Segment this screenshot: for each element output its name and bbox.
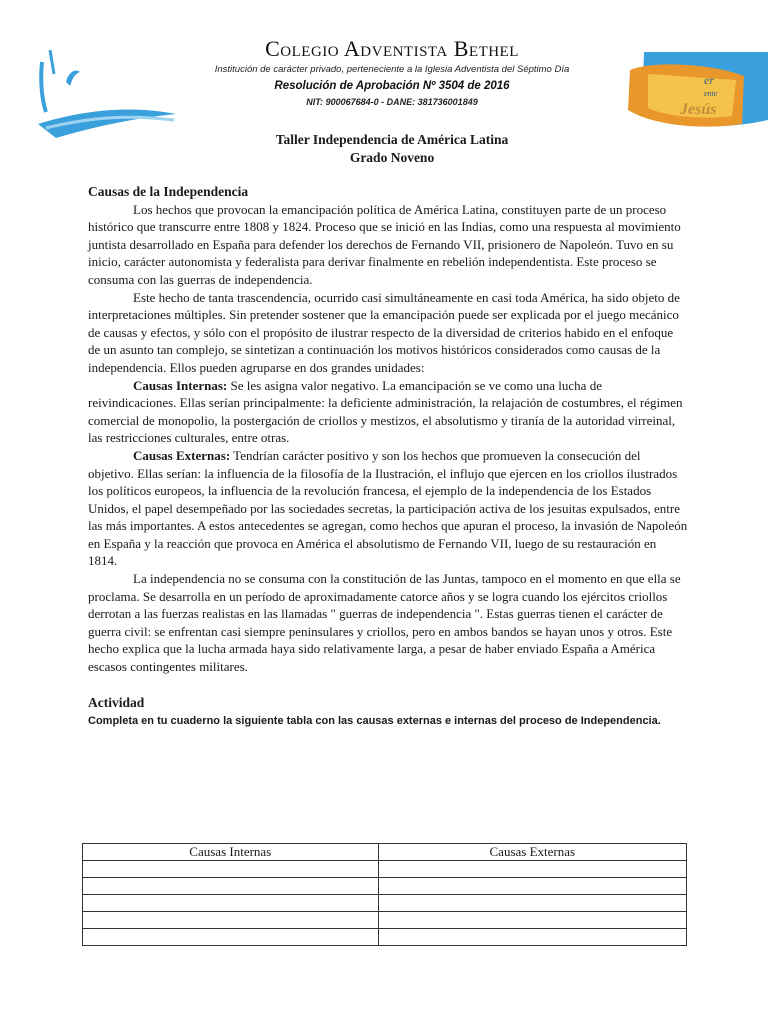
nit-line: NIT: 900067684-0 - DANE: 381736001849 [306,97,478,107]
resolution-line: Resolución de Aprobación Nº 3504 de 2016 [274,80,510,92]
jesus-badge-icon [624,50,768,132]
badge-text-3: Jesús [680,101,717,118]
table-row [83,895,687,912]
external-causes-text: Tendrían carácter positivo y son los hechos que promueven la consecución del objetivo. Ellas serían: la influencia de la filosofía de la Ilustración, el influjo que ejercen en los criollos ilustrados los políticos europeos, la influencia de la revolución francesa, el ejemplo de la independencia de los Estados Unidos, el papel desempeñado por las sociedades secretas, la participación activa de los jesuitas expulsados, entre las más importantes. A estos antecedentes se agregan, como hechos que apuran el proceso, la invasión de Napoleón en España y la reacción que provoca en América el absolutismo de Fernando VII, luego de su restauración en 1814. [88,447,688,569]
table-cell[interactable] [378,878,686,895]
document-title [88,131,696,167]
external-causes-label: Causas Externas: [133,447,231,463]
school-name: Colegio Adventista Bethel [265,36,519,61]
paragraph-1: Los hechos que provocan la emancipación política de América Latina, constituyen parte de un proceso histórico que transcurre entre 1808 y 1824. Proceso que se inició en las Indias, como una respuesta al movimiento juntista desarrollado en España para defender los derechos de Fernando VII, prisionero de Napoleón. Tuvo en su inicio, carácter autonomista y federalista para derivar finalmente en rebelión independentista. Este proceso se consuma con las guerras de independencia. [88,201,681,287]
activity-instruction: Completa en tu cuaderno la siguiente tabla con las causas externas e internas del proceso de Independencia. [88,715,661,728]
table-row [83,861,687,878]
activity-heading: Actividad [88,694,145,710]
table-cell[interactable] [83,912,379,929]
table-header-row [83,844,687,861]
causes-table [82,843,687,946]
title-line-2: Grado Noveno [349,150,435,165]
table-cell[interactable] [83,929,379,946]
table-cell[interactable] [378,929,686,946]
institution-line: Institución de carácter privado, perteneciente a la Iglesia Adventista del Séptimo Día [214,64,570,75]
table-cell[interactable] [83,861,379,878]
header-internal-causes: Causas Internas [83,844,379,861]
letterhead [200,36,584,109]
table-row [83,929,687,946]
table-cell[interactable] [83,878,379,895]
badge-text-1: er [704,73,714,87]
title-line-1: Taller Independencia de América Latina [275,132,509,147]
paragraph-external-causes [88,447,688,570]
table-row [83,912,687,929]
internal-causes-text: Se les asigna valor negativo. La emancipación se ve como una lucha de reivindicaciones. Ellas serían principalmente: la deficiente administración, la relajación de costumbres, el régimen comercial de monopolio, la postergación de criollos y mestizos, el absolutismo y tiranía de la autoridad virreinal, las restricciones culturales, entre otras. [88,377,683,446]
paragraph-2: Este hecho de tanta trascendencia, ocurrido casi simultáneamente en casi toda América, ha sido objeto de interpretaciones múltiples. Sin pretender sostener que la emancipación puede ser explicada por el juego mecánico de causas y efectos, y sólo con el propósito de ilustrar respecto de la diversidad de criterios habido en el enfoque de un asunto tan complejo, se sintetizan a continuación los motivos históricos considerados como causas de la independencia. Ellos pueden agruparse en dos grandes unidades: [88,289,680,375]
internal-causes-label: Causas Internas: [133,377,228,393]
badge-text-2: ente [704,89,718,98]
table-cell[interactable] [378,895,686,912]
table-cell[interactable] [378,861,686,878]
table-row [83,878,687,895]
table-cell[interactable] [378,912,686,929]
section-heading: Causas de la Independencia [88,184,249,199]
table-cell[interactable] [83,895,379,912]
header-external-causes: Causas Externas [378,844,686,861]
paragraph-internal-causes [88,377,688,447]
document-body [88,183,688,729]
paragraph-5: La independencia no se consuma con la constitución de las Juntas, tampoco en el momento en que ella se proclama. Se desarrolla en un período de aproximadamente catorce años y se logra cuando los ejércitos criollos derrotan a las fuerzas realistas en las llamadas " guerras de independencia ". Estas guerras tienen el carácter de guerra civil: se enfrentan casi siempre peninsulares y criollos, pero en ambos bandos se hayan unos y otros. Este hecho explica que la lucha armada haya sido relativamente larga, a pesar de haber enviado España a América escasos contingentes militares. [88,571,681,675]
school-logo-left-icon [36,42,178,140]
